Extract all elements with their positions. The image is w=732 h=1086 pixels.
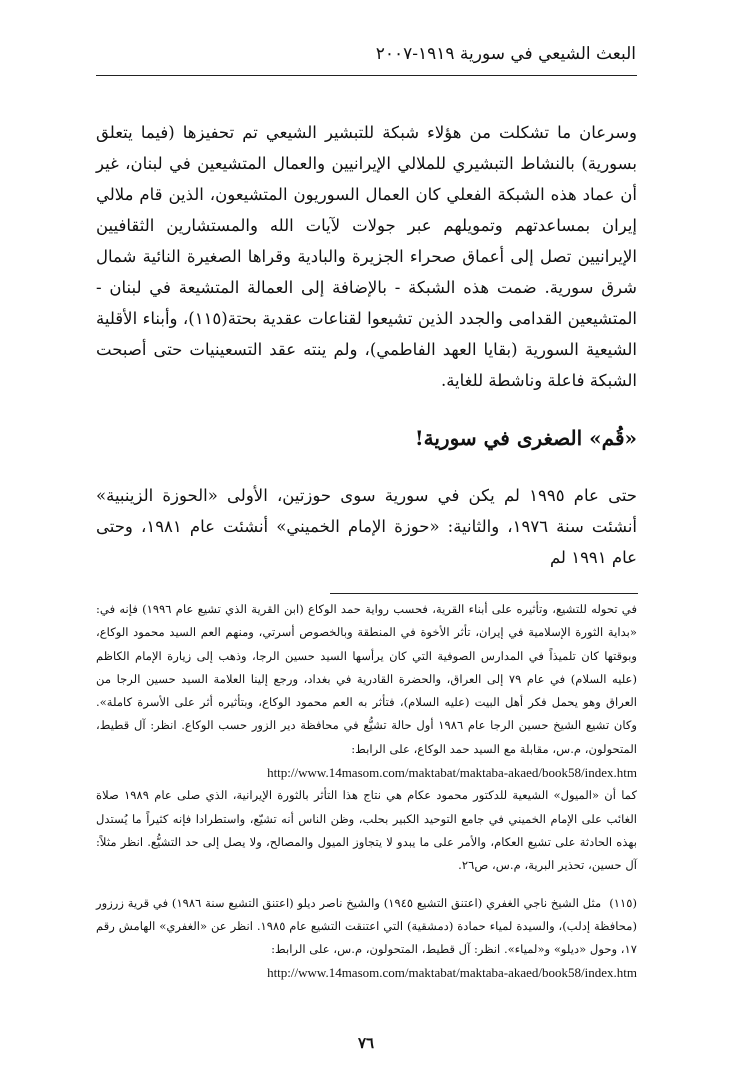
footnote-link[interactable]: http://www.14masom.com/maktabat/maktaba-akaed/book58/index.htm — [267, 765, 637, 781]
page-number: ٧٦ — [357, 1034, 375, 1052]
footnote-text: مثل الشيخ ناجي الغفري (اعتنق التشيع ١٩٤٥) والشيخ ناصر ديلو (اعتنق التشيع سنة ١٩٨٦) في قرية زرزور (محافظة إدلب)، والسيدة لمياء حمادة (دمشقية) التي اعتنقت التشيع عام ١٩٨٥. انظر عن «الغفري» الهامش رقم ١٧، وحول «ديلو» و«لمياء». انظر: آل قطيط، المتحولون، م.س، على الرابط: — [96, 895, 638, 957]
footnote-continued: في تحوله للتشيع، وتأثيره على أبناء القرية، فحسب رواية حمد الوكاع (ابن القرية الذي تشيع عام ١٩٩٦) فإنه في: «بداية الثورة الإسلامية في إيران، تأثر الأخوة في المنطقة وبالخصوص أسرتي، ومنهم العم السيد محمود الوكاع، وبوقتها كان تلميذاً في المدارس الصوفية التي كان يرأسها السيد حسين الرجا، وذهب إلى زيارة الإمام الكاظم (عليه السلام) في عام ٧٩ إلى العراق، والحضرة القادرية في بغداد، ورجع إلينا العلامة السيد حسين الرجا من العراق وهو يحمل فكر أهل البيت (عليه السلام)، فتأثر به العم محمود الوكاع، وبتأثيره أثر على الأسرة كاملة». وكان تشيع الشيخ حسين الرجا عام ١٩٨٦ أول حالة تشيُّع في محافظة دير الزور حسب الوكاع. انظر: آل قطيط، المتحولون، م.س، مقابلة مع السيد حمد الوكاع، على الرابط: — [96, 602, 638, 756]
footnote-number: (١١٥) — [609, 895, 637, 910]
footnotes — [96, 598, 637, 985]
footnote-115 — [96, 892, 637, 985]
header-rule — [96, 75, 637, 76]
body-paragraph: وسرعان ما تشكلت من هؤلاء شبكة للتبشير الشيعي تم تحفيزها (فيما يتعلق بسورية) بالنشاط التبشيري للملالي الإيرانيين والعمال المتشيعين في لبنان، غير أن عماد هذه الشبكة الفعلي كان العمال السوريون المتشيعون، الذين قام ملالي إيران بمساعدتهم وتمويلهم عبر جولات لآيات الله والمستشارين الثقافيين الإيرانيين تصل إلى أعماق صحراء الجزيرة والبادية وقراها الصغيرة النائية شمال شرق سورية. ضمت هذه الشبكة - بالإضافة إلى العمالة المتشيعة في لبنان - المتشيعين القدامى والجدد الذين تشيعوا لقناعات عقدية بحتة(١١٥)، وأبناء الأقلية الشيعية السورية (بقايا العهد الفاطمي)، ولم ينته عقد التسعينيات حتى أصبحت الشبكة فاعلة وناشطة للغاية. — [96, 123, 637, 390]
footnote-link[interactable]: http://www.14masom.com/maktabat/maktaba-akaed/book58/index.htm — [267, 965, 637, 981]
section-heading: «قُم» الصغرى في سورية! — [414, 426, 637, 450]
footnote-continued-2: كما أن «الميول» الشيعية للدكتور محمود عكام هي نتاج هذا التأثر بالثورة الإيرانية، الذي صلى عام ١٩٨٩ صلاة الغائب على الإمام الخميني في جامع التوحيد الكبير بحلب، وظن الناس أنه تشيّع، واستطرادا فإنه كثيراً ما يُستدل بهذه الحادثة على تشيع العكام، والأمر على ما يبدو لا يتجاوز الميول والمصالح، ولا يصل إلى حد التشيُّع. انظر مثلاً: آل حسين، تحذير البرية، م.س، ص٢٦. — [96, 788, 637, 873]
section-paragraph: حتى عام ١٩٩٥ لم يكن في سورية سوى حوزتين، الأولى «الحوزة الزينبية» أنشئت سنة ١٩٧٦، والثانية: «حوزة الإمام الخميني» أنشئت عام ١٩٨١، وحتى عام ١٩٩١ لم — [96, 486, 637, 567]
footnote-separator — [330, 593, 638, 594]
running-head: البعث الشيعي في سورية ١٩١٩-٢٠٠٧ — [375, 44, 636, 64]
